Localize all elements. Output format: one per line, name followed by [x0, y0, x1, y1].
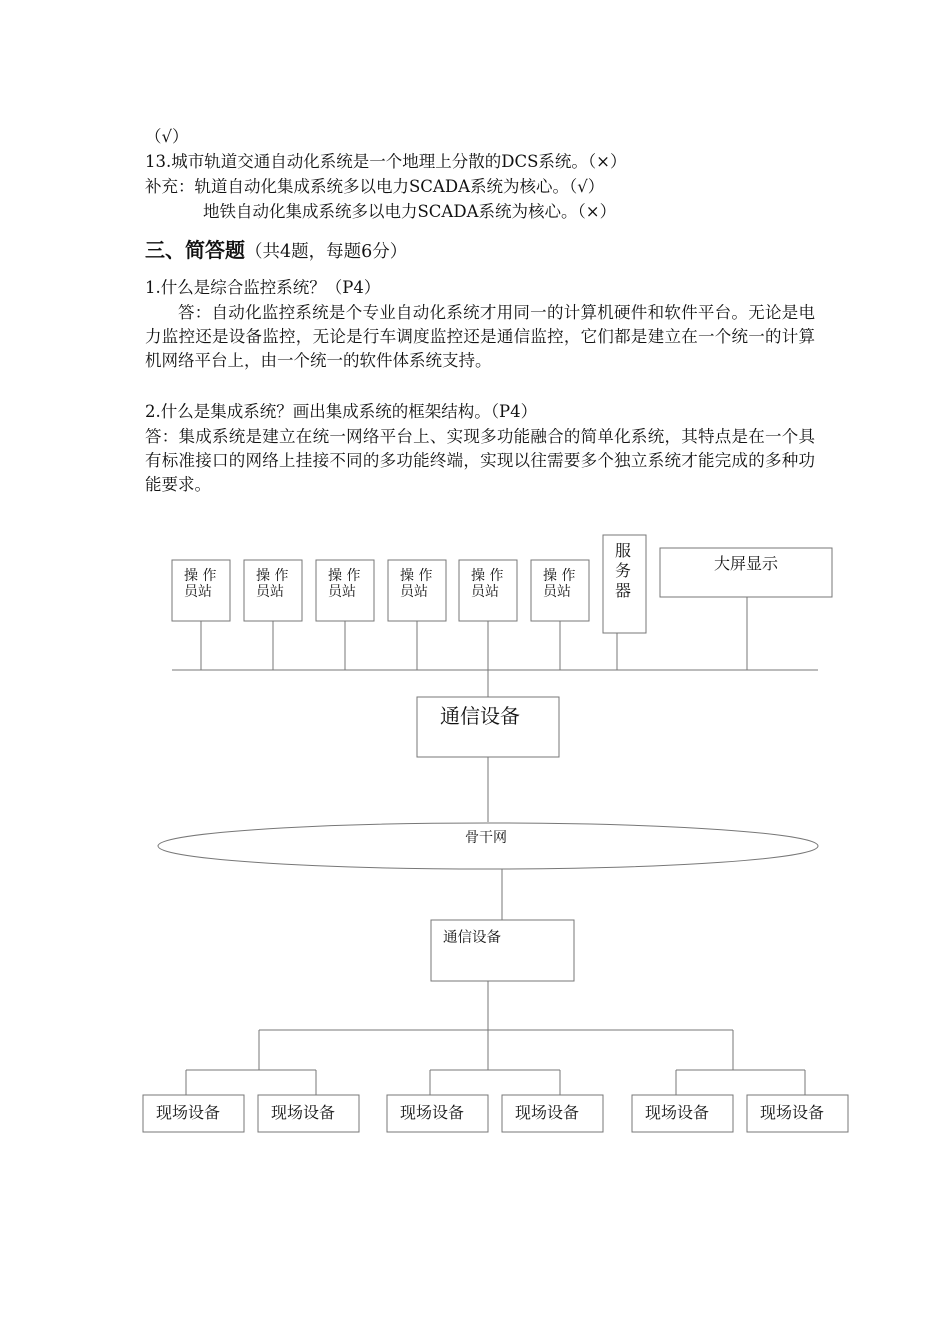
answer-2: 答：集成系统是建立在统一网络平台上、实现多功能融合的简单化系统，其特点是在一个具有标准接口的网络上挂接不同的多功能终端，实现以往需要多个独立系统才能完成的多种功能要求。 [145, 427, 815, 494]
line-check-mark: （√） [145, 127, 189, 146]
operator-station-label-1: 操 作 [400, 568, 433, 584]
section-title: 三、简答题 [145, 238, 245, 262]
question-2: 2.什么是集成系统？画出集成系统的框架结构。（P4） [145, 402, 538, 421]
operator-station-label-1: 操 作 [471, 568, 504, 584]
field-device-label: 现场设备 [645, 1103, 710, 1122]
line-supplement-1: 补充：轨道自动化集成系统多以电力SCADA系统为核心。（√） [145, 177, 605, 196]
field-device-label: 现场设备 [400, 1103, 465, 1122]
comm-device-bottom-label: 通信设备 [443, 930, 501, 946]
operator-station-label-2: 员站 [471, 584, 499, 600]
section-subtitle: （共4题，每题6分） [245, 242, 408, 262]
operator-station-label-2: 员站 [543, 584, 571, 600]
field-device-label: 现场设备 [515, 1103, 580, 1122]
operator-station-label-1: 操 作 [543, 568, 576, 584]
operator-station-label-2: 员站 [256, 584, 284, 600]
field-device-label: 现场设备 [271, 1103, 336, 1122]
operator-station-label-2: 员站 [328, 584, 356, 600]
operator-station-label-1: 操 作 [184, 568, 217, 584]
question-1: 1.什么是综合监控系统？（P4） [145, 278, 381, 297]
field-device-label: 现场设备 [156, 1103, 221, 1122]
server-label-char: 务 [615, 561, 632, 580]
backbone-label: 骨干网 [465, 830, 507, 846]
answer-1: 答：自动化监控系统是个专业自动化系统才用同一的计算机硬件和软件平台。无论是电力监控还是设备监控，无论是行车调度监控还是通信监控，它们都是建立在一个统一的计算机网络平台上，由一个统一的软件体系统支持。 [145, 303, 815, 370]
operator-station-label-1: 操 作 [328, 568, 361, 584]
line-supplement-2: 地铁自动化集成系统多以电力SCADA系统为核心。（×） [203, 202, 617, 221]
field-device-label: 现场设备 [760, 1103, 825, 1122]
operator-station-label-2: 员站 [400, 584, 428, 600]
big-screen-label: 大屏显示 [714, 554, 779, 573]
line-item-13: 13.城市轨道交通自动化系统是一个地理上分散的DCS系统。（×） [145, 152, 627, 171]
operator-station-label-2: 员站 [184, 584, 212, 600]
operator-station-label-1: 操 作 [256, 568, 289, 584]
server-label-char: 服 [615, 541, 632, 560]
server-label-char: 器 [615, 581, 632, 600]
comm-device-top-label: 通信设备 [440, 704, 520, 728]
